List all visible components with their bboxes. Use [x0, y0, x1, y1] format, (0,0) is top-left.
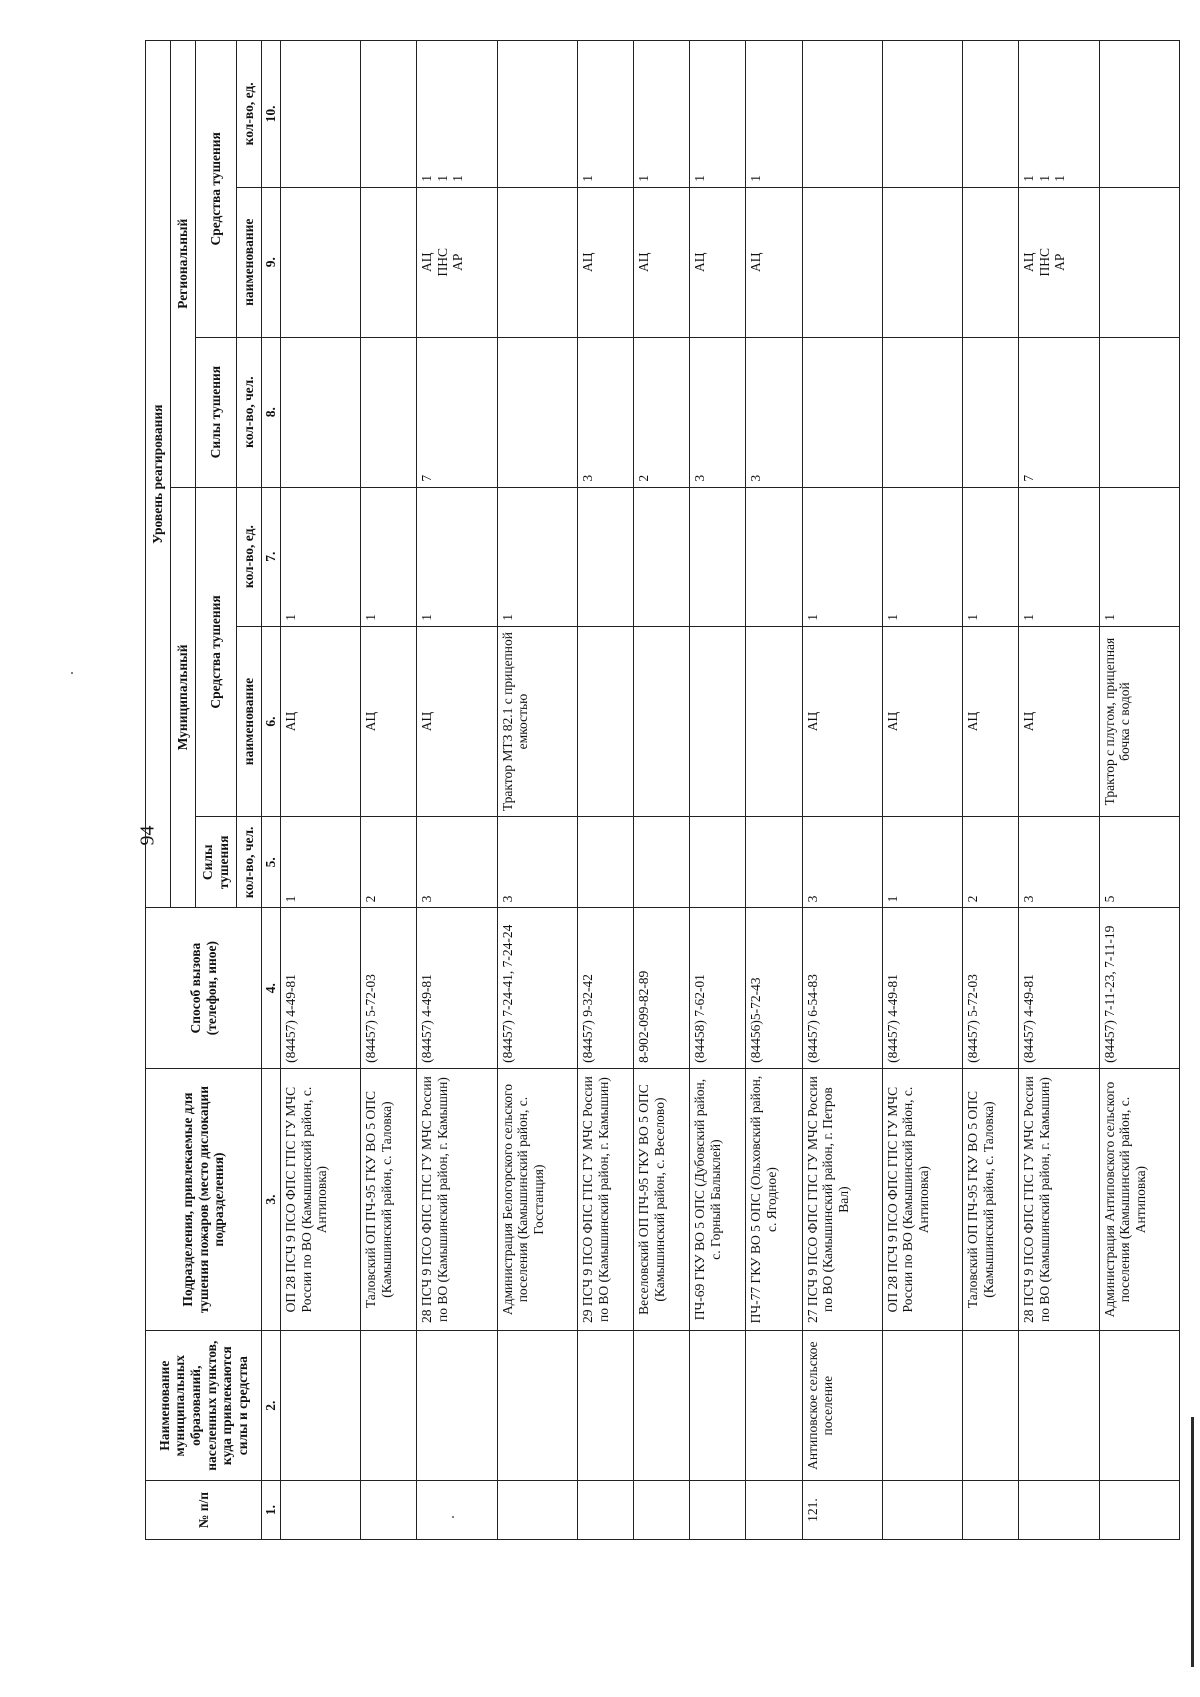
regional-forces-count — [1099, 337, 1179, 487]
municipality-name — [1019, 1331, 1099, 1481]
municipal-forces-count: 3 — [1019, 817, 1099, 908]
header-name: наименование — [237, 187, 262, 337]
row-number — [963, 1481, 1019, 1540]
unit-name: ОП 28 ПСЧ 9 ПСО ФПС ГПС ГУ МЧС России по ВО (Камышинский район, с. Антиповка) — [281, 1068, 361, 1330]
municipal-means-name: АЦ — [882, 626, 962, 817]
regional-means-count: 1 — [690, 41, 746, 188]
municipal-forces-count: 3 — [802, 817, 882, 908]
regional-means-count — [281, 41, 361, 188]
municipal-means-name: АЦ — [417, 626, 497, 817]
header-num: № п/п — [146, 1481, 262, 1540]
regional-means-name — [882, 187, 962, 337]
header-municipal: Муниципальный — [171, 487, 196, 908]
municipality-name — [963, 1331, 1019, 1481]
col-number: 8. — [262, 337, 281, 487]
regional-forces-count — [963, 337, 1019, 487]
municipal-forces-count: 2 — [361, 817, 417, 908]
municipal-means-count: 1 — [1099, 487, 1179, 626]
table-row — [882, 41, 962, 1540]
municipal-means-count: 1 — [361, 487, 417, 626]
header-municipality: Наименование муниципальных образований, населенных пунктов, куда привлекаются силы и средства — [146, 1331, 262, 1481]
regional-means-name — [497, 187, 577, 337]
regional-forces-count — [361, 337, 417, 487]
call-method: 8-902-099-82-89 — [634, 908, 690, 1069]
regional-means-count — [882, 41, 962, 188]
unit-name: 29 ПСЧ 9 ПСО ФПС ГПС ГУ МЧС России по ВО (Камышинский район, г. Камышин) — [578, 1068, 634, 1330]
municipality-name — [634, 1331, 690, 1481]
municipal-forces-count: 2 — [963, 817, 1019, 908]
municipal-forces-count: 1 — [882, 817, 962, 908]
call-method: (84457) 7-24-41, 7-24-24 — [497, 908, 577, 1069]
regional-means-name — [963, 187, 1019, 337]
table-row — [1019, 41, 1099, 1540]
regional-means-name: АЦ — [746, 187, 802, 337]
col-number: 3. — [262, 1068, 281, 1330]
table-row — [746, 41, 802, 1540]
regional-means-count — [497, 41, 577, 188]
row-number — [690, 1481, 746, 1540]
header-units: Подразделения, привлекаемые для тушения пожаров (место дислокации подразделения) — [146, 1068, 262, 1330]
row-number — [497, 1481, 577, 1540]
call-method: (84457) 7-11-23, 7-11-19 — [1099, 908, 1179, 1069]
regional-forces-count: 3 — [690, 337, 746, 487]
municipal-forces-count — [578, 817, 634, 908]
regional-forces-count: 3 — [746, 337, 802, 487]
col-number: 4. — [262, 908, 281, 1069]
municipal-means-name — [578, 626, 634, 817]
municipal-forces-count — [746, 817, 802, 908]
municipal-means-count: 1 — [417, 487, 497, 626]
municipality-name — [690, 1331, 746, 1481]
rotated-table-container — [145, 40, 1180, 1540]
unit-name: ОП 28 ПСЧ 9 ПСО ФПС ГПС ГУ МЧС России по ВО (Камышинский район, с. Антиповка) — [882, 1068, 962, 1330]
municipal-means-count — [690, 487, 746, 626]
regional-means-name: АЦ — [578, 187, 634, 337]
municipality-name: Антиповское сельское поселение — [802, 1331, 882, 1481]
regional-means-name — [1099, 187, 1179, 337]
municipal-means-count: 1 — [1019, 487, 1099, 626]
page-number: 94 — [136, 825, 159, 846]
municipal-means-count: 1 — [882, 487, 962, 626]
row-number — [417, 1481, 497, 1540]
col-number: 1. — [262, 1481, 281, 1540]
row-number — [361, 1481, 417, 1540]
municipal-means-name: Трактор с плугом, прицепная бочка с водой — [1099, 626, 1179, 817]
municipal-means-name: АЦ — [361, 626, 417, 817]
table-row — [690, 41, 746, 1540]
row-number — [578, 1481, 634, 1540]
header-call-method: Способ вызова (телефон, иное) — [146, 908, 262, 1069]
municipal-means-name — [690, 626, 746, 817]
regional-means-count — [1099, 41, 1179, 188]
regional-forces-count: 7 — [417, 337, 497, 487]
table-row — [963, 41, 1019, 1540]
municipal-means-name — [634, 626, 690, 817]
regional-means-count — [802, 41, 882, 188]
header-regional-means: Средства тушения — [196, 41, 237, 338]
row-number — [634, 1481, 690, 1540]
regional-means-count: 1 — [578, 41, 634, 188]
regional-means-name — [361, 187, 417, 337]
header-response-level: Уровень реагирования — [146, 41, 171, 908]
municipal-means-count: 1 — [497, 487, 577, 626]
header-count-units: кол-во, ед. — [237, 487, 262, 626]
regional-forces-count: 2 — [634, 337, 690, 487]
table-body — [281, 41, 1180, 1540]
call-method: (84457) 4-49-81 — [882, 908, 962, 1069]
table-row — [634, 41, 690, 1540]
municipal-forces-count: 3 — [497, 817, 577, 908]
scan-speck — [452, 1516, 454, 1518]
unit-name: Администрация Белогорского сельского поселения (Камышинский район, с. Госстанция) — [497, 1068, 577, 1330]
col-number: 9. — [262, 187, 281, 337]
row-number — [746, 1481, 802, 1540]
table-row — [281, 41, 361, 1540]
unit-name: Веселовский ОП ПЧ-95 ГКУ ВО 5 ОПС (Камышинский район, с. Веселово) — [634, 1068, 690, 1330]
regional-means-count — [361, 41, 417, 188]
scan-speck — [71, 672, 73, 674]
municipal-forces-count: 5 — [1099, 817, 1179, 908]
row-number — [1019, 1481, 1099, 1540]
regional-means-name: АЦ — [634, 187, 690, 337]
municipal-forces-count: 3 — [417, 817, 497, 908]
municipal-means-name: АЦ — [963, 626, 1019, 817]
municipal-means-name: АЦ — [281, 626, 361, 817]
regional-means-count: 1 — [634, 41, 690, 188]
unit-name: Администрация Антиповского сельского поселения (Камышинский район, с. Антиповка) — [1099, 1068, 1179, 1330]
header-regional: Региональный — [171, 41, 196, 488]
municipal-means-name: Трактор МТЗ 82.1 с прицепной емкостью — [497, 626, 577, 817]
col-number: 5. — [262, 817, 281, 908]
regional-means-name: АЦ ПНС АР — [417, 187, 497, 337]
header-municipal-forces: Силы тушения — [196, 817, 237, 908]
regional-means-count: 1 — [746, 41, 802, 188]
municipal-means-name: АЦ — [802, 626, 882, 817]
municipal-means-count: 1 — [963, 487, 1019, 626]
regional-means-count: 1 1 1 — [417, 41, 497, 188]
regional-forces-count: 3 — [578, 337, 634, 487]
row-number — [281, 1481, 361, 1540]
table-row — [417, 41, 497, 1540]
header-count-units: кол-во, ед. — [237, 41, 262, 188]
fire-forces-table — [145, 40, 1180, 1540]
regional-means-name: АЦ ПНС АР — [1019, 187, 1099, 337]
regional-means-count — [963, 41, 1019, 188]
header-municipal-means: Средства тушения — [196, 487, 237, 817]
call-method: (84456)5-72-43 — [746, 908, 802, 1069]
municipal-means-name: АЦ — [1019, 626, 1099, 817]
row-number — [1099, 1481, 1179, 1540]
municipality-name — [281, 1331, 361, 1481]
call-method: (84457) 4-49-81 — [281, 908, 361, 1069]
municipal-means-count: 1 — [802, 487, 882, 626]
municipality-name — [497, 1331, 577, 1481]
municipal-forces-count: 1 — [281, 817, 361, 908]
regional-forces-count — [281, 337, 361, 487]
unit-name: Таловский ОП ПЧ-95 ГКУ ВО 5 ОПС (Камышинский район, с. Таловка) — [361, 1068, 417, 1330]
call-method: (84457) 4-49-81 — [417, 908, 497, 1069]
municipal-forces-count — [690, 817, 746, 908]
table-row — [361, 41, 417, 1540]
scan-edge-mark — [1191, 1417, 1194, 1667]
col-number: 6. — [262, 626, 281, 817]
municipal-means-count: 1 — [281, 487, 361, 626]
header-count-people: кол-во, чел. — [237, 337, 262, 487]
table-row — [1099, 41, 1179, 1540]
call-method: (84457) 9-32-42 — [578, 908, 634, 1069]
col-number: 10. — [262, 41, 281, 188]
regional-means-name — [802, 187, 882, 337]
table-row — [578, 41, 634, 1540]
municipal-forces-count — [634, 817, 690, 908]
regional-forces-count: 7 — [1019, 337, 1099, 487]
regional-forces-count — [882, 337, 962, 487]
unit-name: ПЧ-69 ГКУ ВО 5 ОПС (Дубовский район, с. Горный Балыклей) — [690, 1068, 746, 1330]
call-method: (84457) 5-72-03 — [361, 908, 417, 1069]
regional-means-name — [281, 187, 361, 337]
unit-name: 28 ПСЧ 9 ПСО ФПС ГПС ГУ МЧС России по ВО (Камышинский район, г. Камышин) — [1019, 1068, 1099, 1330]
municipality-name — [882, 1331, 962, 1481]
row-number: 121. — [802, 1481, 882, 1540]
unit-name: 28 ПСЧ 9 ПСО ФПС ГПС ГУ МЧС России по ВО (Камышинский район, г. Камышин) — [417, 1068, 497, 1330]
col-number: 7. — [262, 487, 281, 626]
table-row — [802, 41, 882, 1540]
col-number: 2. — [262, 1331, 281, 1481]
municipality-name — [361, 1331, 417, 1481]
regional-means-name: АЦ — [690, 187, 746, 337]
regional-means-count: 1 1 1 — [1019, 41, 1099, 188]
regional-forces-count — [497, 337, 577, 487]
call-method: (84457) 5-72-03 — [963, 908, 1019, 1069]
municipal-means-count — [746, 487, 802, 626]
municipality-name — [417, 1331, 497, 1481]
municipality-name — [1099, 1331, 1179, 1481]
municipal-means-count — [634, 487, 690, 626]
call-method: (84457) 4-49-81 — [1019, 908, 1099, 1069]
header-count-people: кол-во, чел. — [237, 817, 262, 908]
municipal-means-count — [578, 487, 634, 626]
row-number — [882, 1481, 962, 1540]
call-method: (84458) 7-62-01 — [690, 908, 746, 1069]
unit-name: ПЧ-77 ГКУ ВО 5 ОПС (Ольховский район, с. Ягодное) — [746, 1068, 802, 1330]
header-regional-forces: Силы тушения — [196, 337, 237, 487]
municipality-name — [578, 1331, 634, 1481]
unit-name: 27 ПСЧ 9 ПСО ФПС ГПС ГУ МЧС России по ВО (Камышинский район, г. Петров Вал) — [802, 1068, 882, 1330]
municipality-name — [746, 1331, 802, 1481]
municipal-means-name — [746, 626, 802, 817]
unit-name: Таловский ОП ПЧ-95 ГКУ ВО 5 ОПС (Камышинский район, с. Таловка) — [963, 1068, 1019, 1330]
call-method: (84457) 6-54-83 — [802, 908, 882, 1069]
table-row — [497, 41, 577, 1540]
header-name: наименование — [237, 626, 262, 817]
regional-forces-count — [802, 337, 882, 487]
